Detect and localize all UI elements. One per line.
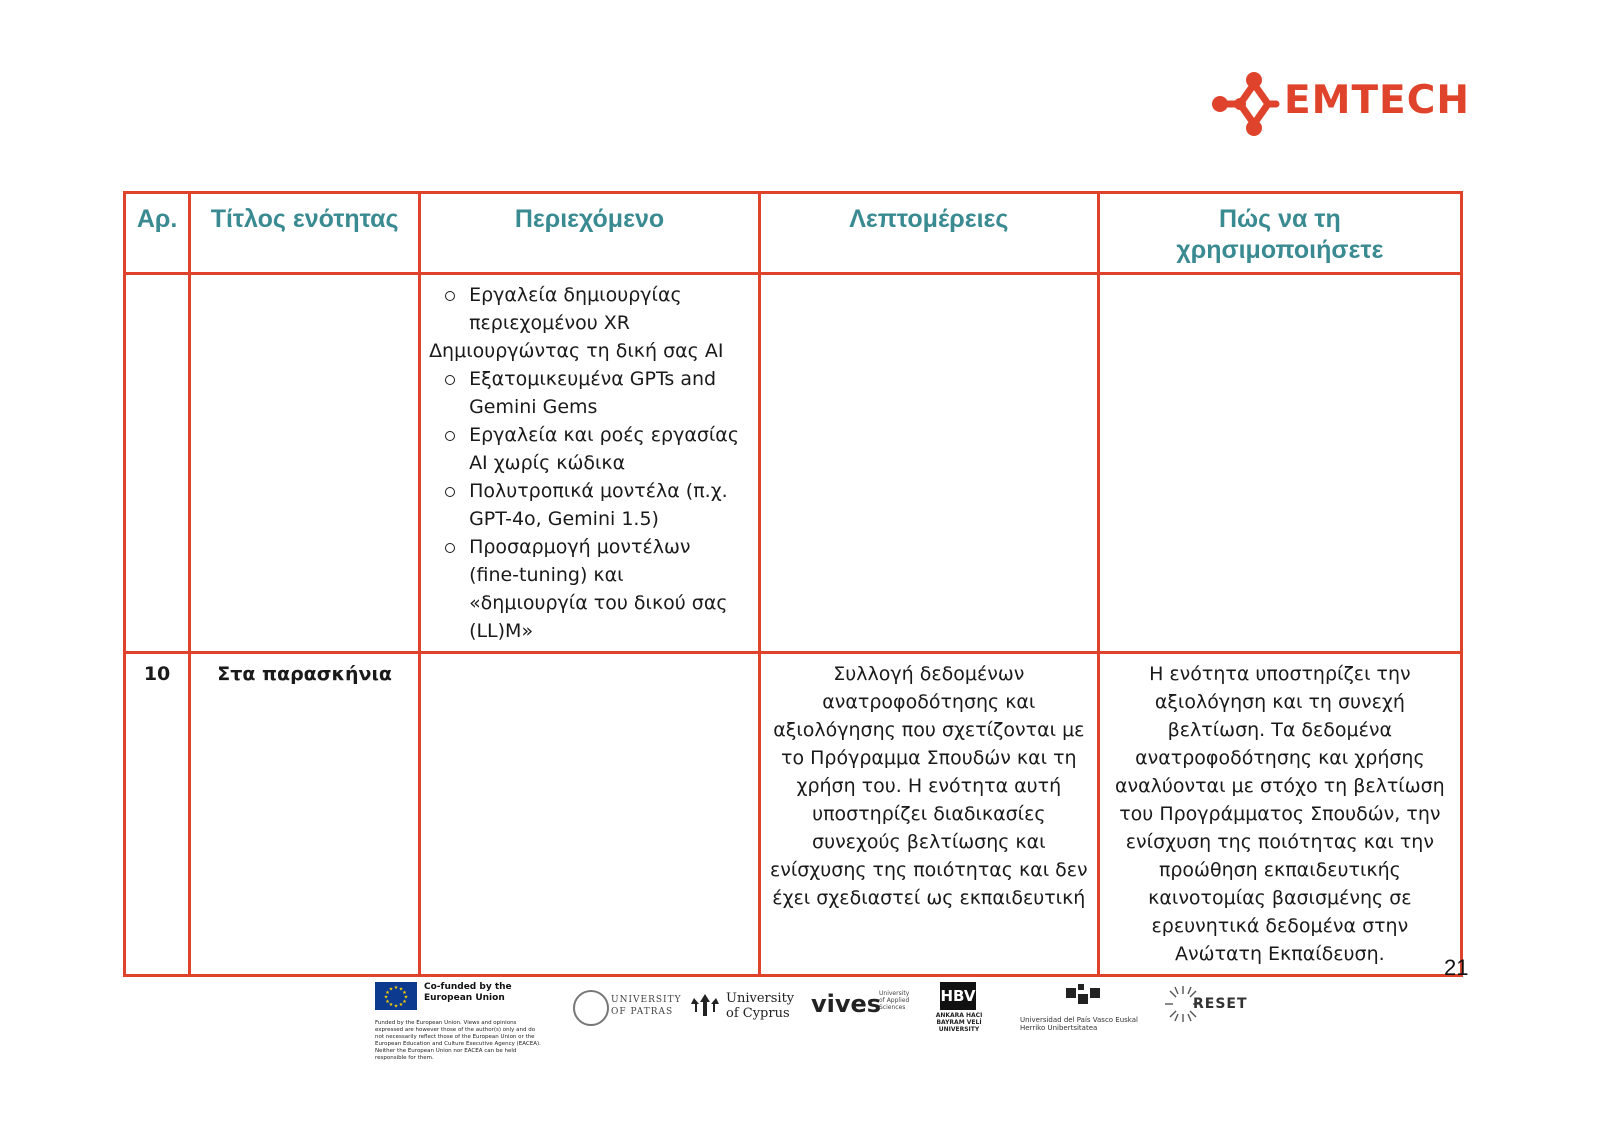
svg-text:★: ★	[388, 1002, 394, 1008]
svg-text:★: ★	[385, 999, 390, 1005]
svg-text:★: ★	[385, 990, 390, 996]
list-item: Πολυτροπικά μοντέλα (π.χ. GPT-4o, Gemini 1.5)	[429, 477, 744, 533]
header-details: Λεπτομέρειες	[759, 193, 1098, 274]
header-title: Τίτλος ενότητας	[190, 193, 420, 274]
page-number: 21	[1444, 955, 1469, 980]
svg-text:★: ★	[388, 986, 394, 993]
eu-flag-icon	[375, 982, 417, 1010]
reset-name: RESET	[1193, 996, 1248, 1012]
svg-text:★: ★	[398, 1002, 404, 1008]
tree-icon	[690, 990, 720, 1020]
table-header-row	[125, 193, 1462, 274]
table-row	[125, 274, 1462, 653]
funding-footer	[370, 978, 1248, 1073]
brand-name: EMTECH	[1284, 78, 1470, 123]
svg-text:★: ★	[393, 985, 399, 991]
molecule-icon	[1210, 68, 1282, 140]
row2-content	[420, 653, 760, 976]
row2-details: Συλλογή δεδομένων ανατροφοδότησης και αξιολόγησης που σχετίζονται με το Πρόγραμμα Σπουδών και τη χρήση του. Η ενότητα αυτή υποστηρίζει διαδικασίες συνεχούς βελτίωσης και ενίσχυσης της ποιότητας και δεν έχει σχεδιαστεί ως εκπαιδευτική	[759, 653, 1098, 976]
content-list	[429, 281, 744, 337]
svg-text:★: ★	[398, 986, 404, 993]
header-how: Πώς να τη χρησιμοποιήσετε	[1098, 193, 1461, 274]
row1-how	[1098, 274, 1461, 653]
svg-text:★: ★	[383, 994, 389, 1001]
svg-text:★: ★	[393, 1003, 399, 1010]
list-item: Εργαλεία και ροές εργασίας AI χωρίς κώδικα	[429, 421, 744, 477]
row1-content	[420, 274, 760, 653]
emtech-logo	[1210, 68, 1472, 140]
row2-how: Η ενότητα υποστηρίζει την αξιολόγηση και τη συνεχή βελτίωση. Τα δεδομένα ανατροφοδότησης και χρήσης αναλύονται με στόχο τη βελτίωση του Προγράμματος Σπουδών, την ενίσχυση της ποιότητας και την προώθηση εκπαιδευτικής καινοτομίας βασισμένης σε ερευνητικά δεδομένα στην Ανώτατη Εκπαίδευση.	[1098, 653, 1461, 976]
eu-cofunded-label: Co-funded by the European Union	[424, 982, 512, 1003]
list-item: Εργαλεία δημιουργίας περιεχομένου XR	[429, 281, 744, 337]
patras-name: UNIVERSITY OF PATRAS	[611, 995, 682, 1017]
row2-num: 10	[125, 653, 190, 976]
eu-disclaimer: Funded by the European Union. Views and opinions expressed are however those of the author(s) only and do not necessarily reflect those of the European Union or the European Education and Culture Executive Agency (EACEA). Neither the European Union nor EACEA can be held responsible for them.	[375, 1020, 541, 1061]
upv-emblem-icon	[1060, 984, 1104, 1014]
content-list	[429, 365, 744, 645]
svg-text:★: ★	[403, 994, 409, 1001]
row1-details	[759, 274, 1098, 653]
cyprus-name: University of Cyprus	[726, 991, 795, 1021]
svg-text:★: ★	[402, 990, 407, 996]
row1-title	[190, 274, 420, 653]
patras-logo	[573, 988, 682, 1028]
header-num: Αρ.	[125, 193, 190, 274]
cyprus-logo	[690, 990, 800, 1026]
vives-subtitle: University of Applied Sciences	[879, 990, 910, 1011]
svg-text:★: ★	[402, 999, 407, 1005]
hbv-name: ANKARA HACI BAYRAM VELİ UNIVERSITY	[935, 1012, 983, 1033]
vives-logo	[811, 990, 916, 1026]
row1-num	[125, 274, 190, 653]
curriculum-table	[123, 191, 1463, 977]
content-subheading: Δημιουργώντας τη δική σας AI	[429, 340, 724, 362]
upv-logo	[1020, 982, 1160, 1042]
upv-name: Universidad del País Vasco Euskal Herriko Unibertsitatea	[1020, 1016, 1138, 1032]
list-item: Προσαρμογή μοντέλων (fine-tuning) και «δημιουργία του δικού σας (LL)M»	[429, 533, 744, 645]
hbv-mark: HBV	[940, 982, 976, 1010]
header-content: Περιεχόμενο	[420, 193, 760, 274]
vives-name: vives	[811, 990, 882, 1018]
hbv-logo	[926, 982, 1006, 1042]
row2-title: Στα παρασκήνια	[190, 653, 420, 976]
reset-logo	[1163, 984, 1263, 1034]
list-item: Εξατομικευμένα GPTs and Gemini Gems	[429, 365, 744, 421]
table-row	[125, 653, 1462, 976]
seal-icon	[573, 990, 609, 1026]
